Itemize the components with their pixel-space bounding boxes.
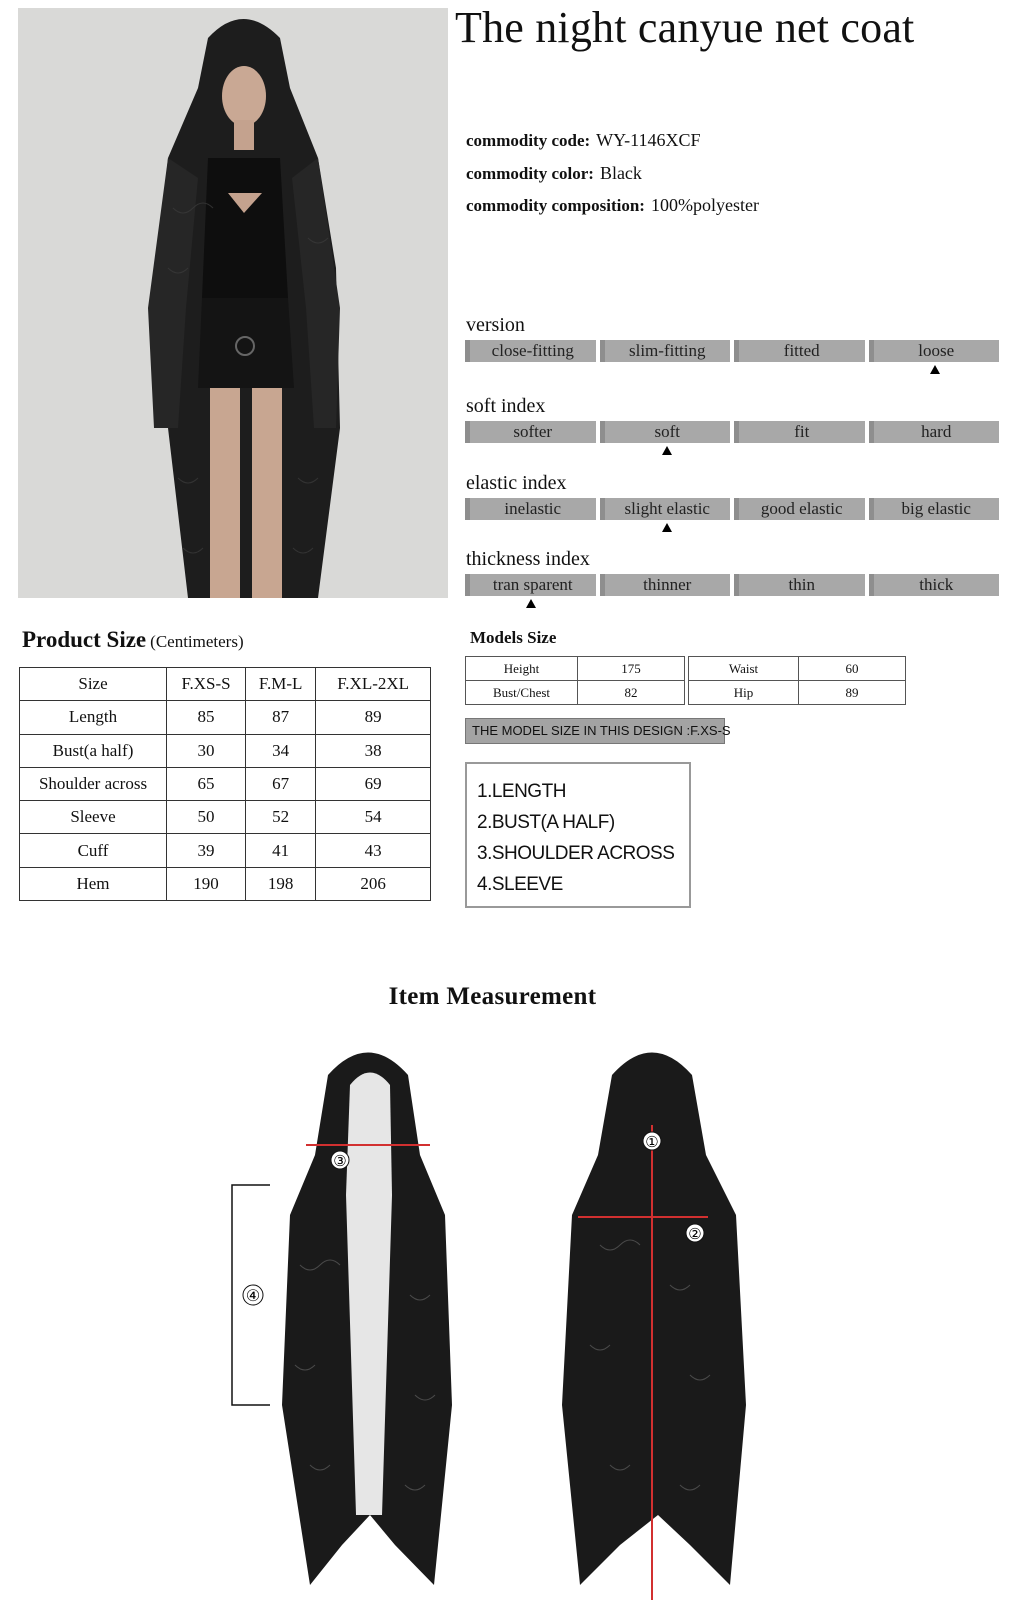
elastic-index-option: inelastic (465, 498, 596, 520)
bust-marker: ② (688, 1226, 702, 1243)
version-scale (465, 340, 999, 362)
version-option: close-fitting (465, 340, 596, 362)
soft-index-option: soft (600, 421, 731, 443)
table-header: F.XL-2XL (316, 668, 431, 701)
shoulder-marker: ③ (333, 1153, 347, 1170)
commodity-color-value: Black (599, 163, 642, 183)
product-size-unit: (Centimeters) (150, 632, 244, 651)
soft-index-option: softer (465, 421, 596, 443)
soft-index-option: hard (869, 421, 1000, 443)
table-cell: 67 (246, 767, 316, 800)
table-cell: 54 (316, 801, 431, 834)
legend-item: 1.LENGTH (477, 781, 566, 802)
commodity-composition-row (466, 195, 759, 216)
elastic-index-scale (465, 498, 999, 520)
table-cell: Sleeve (20, 801, 167, 834)
table-cell: Bust(a half) (20, 734, 167, 767)
thickness-index-selected-marker (526, 599, 536, 608)
table-cell: 190 (167, 867, 246, 900)
table-cell: 39 (167, 834, 246, 867)
commodity-code-value: WY-1146XCF (596, 130, 701, 150)
commodity-code-row (466, 130, 701, 151)
thickness-index-option: thinner (600, 574, 731, 596)
table-cell: 89 (316, 701, 431, 734)
soft-index-option: fit (734, 421, 865, 443)
table-cell: 41 (246, 834, 316, 867)
soft-index-scale (465, 421, 999, 443)
models-size-table-right (688, 656, 906, 705)
table-cell: 65 (167, 767, 246, 800)
thickness-index-option: thin (734, 574, 865, 596)
elastic-index-title: elastic index (466, 472, 567, 494)
legend-item: 4.SLEEVE (477, 874, 563, 895)
thickness-index-option: tran sparent (465, 574, 596, 596)
elastic-index-selected-marker (662, 523, 672, 532)
elastic-index-option: big elastic (869, 498, 1000, 520)
measurement-legend (465, 762, 691, 908)
table-cell: 206 (316, 867, 431, 900)
table-cell: Length (20, 701, 167, 734)
soft-index-title: soft index (466, 395, 546, 417)
table-row (20, 734, 431, 767)
soft-index-selected-marker (662, 446, 672, 455)
table-cell: Hem (20, 867, 167, 900)
sleeve-marker: ④ (245, 1288, 261, 1305)
table-row (689, 681, 906, 705)
table-cell: 82 (578, 681, 685, 705)
table-cell: Hip (689, 681, 799, 705)
table-cell: 52 (246, 801, 316, 834)
table-cell: Cuff (20, 834, 167, 867)
table-header-row (20, 668, 431, 701)
model-photo (18, 8, 448, 598)
table-cell: 85 (167, 701, 246, 734)
thickness-index-title: thickness index (466, 548, 590, 570)
legend-item: 3.SHOULDER ACROSS (477, 843, 675, 864)
commodity-composition-value: 100%polyester (650, 195, 759, 215)
models-size-title: Models Size (470, 628, 557, 647)
thickness-index-scale (465, 574, 999, 596)
length-marker: ① (645, 1134, 659, 1151)
model-illustration (18, 8, 448, 598)
product-size-heading (22, 627, 244, 653)
version-selected-marker (930, 365, 940, 374)
table-row (20, 834, 431, 867)
product-size-table (19, 667, 431, 901)
coat-back-diagram (540, 1045, 780, 1600)
version-option: slim-fitting (600, 340, 731, 362)
product-title: The night canyue net coat (455, 3, 915, 52)
table-cell: 30 (167, 734, 246, 767)
table-cell: Bust/Chest (466, 681, 578, 705)
table-cell: 38 (316, 734, 431, 767)
table-row (466, 657, 685, 681)
table-cell: 198 (246, 867, 316, 900)
commodity-color-row (466, 163, 642, 184)
item-measurement-title: Item Measurement (388, 983, 597, 1010)
models-size-table-left (465, 656, 685, 705)
table-row (689, 657, 906, 681)
table-cell: 43 (316, 834, 431, 867)
version-title: version (466, 314, 525, 336)
version-option: fitted (734, 340, 865, 362)
table-row (20, 767, 431, 800)
table-header: F.M-L (246, 668, 316, 701)
legend-item: 2.BUST(A HALF) (477, 812, 615, 833)
commodity-color-label: commodity color: (466, 164, 594, 183)
commodity-code-label: commodity code: (466, 131, 591, 150)
table-row (20, 867, 431, 900)
table-row (20, 701, 431, 734)
product-size-title: Product Size (22, 627, 147, 652)
table-cell: 34 (246, 734, 316, 767)
table-header: Size (20, 668, 167, 701)
elastic-index-option: good elastic (734, 498, 865, 520)
coat-front-diagram (220, 1045, 520, 1600)
table-cell: 69 (316, 767, 431, 800)
table-row (466, 681, 685, 705)
commodity-composition-label: commodity composition: (466, 196, 645, 215)
elastic-index-option: slight elastic (600, 498, 731, 520)
table-cell: Waist (689, 657, 799, 681)
version-option: loose (869, 340, 1000, 362)
table-cell: 89 (799, 681, 906, 705)
table-cell: 60 (799, 657, 906, 681)
model-size-note: THE MODEL SIZE IN THIS DESIGN :F.XS-S (465, 718, 725, 744)
table-cell: Shoulder across (20, 767, 167, 800)
table-cell: 87 (246, 701, 316, 734)
table-cell: Height (466, 657, 578, 681)
thickness-index-option: thick (869, 574, 1000, 596)
table-cell: 175 (578, 657, 685, 681)
table-header: F.XS-S (167, 668, 246, 701)
table-row (20, 801, 431, 834)
table-cell: 50 (167, 801, 246, 834)
